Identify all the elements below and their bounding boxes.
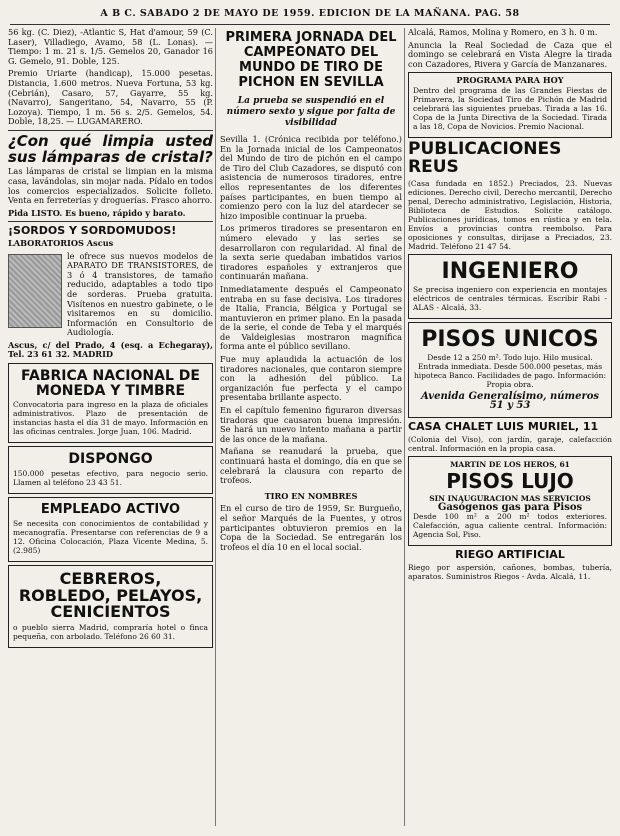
hearing-ad-address: Ascus, c/ del Prado, 4 (esq. a Echegaray), Tel. 23 61 32. MADRID [8,339,213,360]
apartments-ad [408,322,612,418]
results-fragment: Anuncia la Real Sociedad de Caza que el domingo se celebrará en Vista Alegre la tirada con Cazadores, Rivera y García de Manzanares. [408,39,612,69]
divider [8,130,213,131]
column-left [8,28,213,828]
irrigation-ad-title: RIEGO ARTIFICIAL [455,548,565,562]
article-paragraph: En el capítulo femenino figuraron diversas tiradoras que causaron buena impresión. Se hará un nuevo intento mañana a partir de las once de la mañana. [220,405,402,444]
irrigation-ad-body: Riego por aspersión, cañones, bombas, tubería, aparatos. Suministros Riegos - Avda. Alcalá, 11. [408,562,612,581]
article-paragraph: Inmediatamente después el Campeonato entraba en su fase decisiva. Los tiradores de Italia, Francia, Bélgica y Portugal se mantuvieron en primer plano. En la pasada de la serie, el conde de Teba y el marqués de Valdeiglesias mostraron magnífica forma ante el público sevillano. [220,283,402,352]
luxury-flats-gas: Gasógenos gas para Pisos [437,501,583,513]
property-wanted-ad [8,565,213,648]
hearing-ad-title: ¡SORDOS Y SORDOMUDOS! [8,224,177,238]
dispongo-ad [8,446,213,494]
hearing-ad-body: le ofrece sus nuevos modelos de APARATO DE TRANSISTORES, de 3 ó 4 transistores, de tamaño reducido, adaptables a todo tipo de sorderas. Prueba gratuita. Visítenos en nuestro gabinete, o le visitaremos en su domicilio. Información en Consultorio de Audiología. [67,250,213,338]
mint-ad [8,363,213,443]
program-body: Dentro del programa de las Grandes Fiestas de Primavera, la Sociedad Tiro de Pichón de Madrid celebrará las siguientes pruebas. Tirada a las 16. Copa de la Junta Directiva de la Sociedad. Tirada a las 18, Copa de Novicios. Premio Nacional. [413,85,607,131]
hearing-aid-image [8,254,62,328]
column-rule [215,28,216,826]
article-paragraph: Los primeros tiradores se presentaron en número elevado y las series se desarrollaron con regularidad. Al final de la sexta serie quedaban imbatidos varios tiradores españoles y extranjeros que continuarán mañana. [220,223,402,282]
program-title: PROGRAMA PARA HOY [456,75,564,86]
engineer-ad-body: Se precisa ingeniero con experiencia en montajes eléctricos de centrales térmicas. Escribir Rabi - ALAS - Alcalá, 33. [413,284,607,312]
column-center [220,28,402,828]
article-subheadline: La prueba se suspendió en el número sexto y sigue por falta de visibilidad [226,96,396,128]
publications-ad-body: (Casa fundada en 1852.) Preciados, 23. Nuevas ediciones. Derecho civil, Derecho mercantil, Derecho penal, Derecho administrativo, Legislación, Historia, Biblioteca de Estudios. Solicite catálogo. Publicaciones jurídicas, tomos en rústica y en tela. Envíos a provincias contra reembolso. Para oposiciones y consultas, diríjase a Preciados, 23. Madrid. Teléfono 21 47 54. [408,178,612,251]
race-results: 56 kg. (C. Diez), -Atlantic S, Hat d'amour, 59 (C. Laser), Villadiego, Avamo, 58 (L. Lonas). — Tiempo: 1 m. 21 s. 1/5. Gemelos 20, Ganador 16 G. Gemelo, 91. Doble, 125. [8,28,213,66]
page-header: A B C. SABADO 2 DE MAYO DE 1959. EDICION DE LA MAÑANA. PAG. 58 [10,8,610,25]
article-headline: PRIMERA JORNADA DEL CAMPEONATO DEL MUNDO DE TIRO DE PICHON EN SEVILLA [225,30,397,90]
dispongo-ad-body: 150.000 pesetas efectivo, para negocio serio. Llamen al teléfono 23 43 51. [13,469,208,488]
employee-ad [8,497,213,562]
mint-ad-title: FABRICA NACIONAL DE MONEDA Y TIMBRE [21,368,200,399]
mint-ad-body: Convocatoria para ingreso en la plaza de oficiales administrativos. Plazo de presentación de instancias hasta el día 31 de mayo. Información en las oficinas centrales. Jorge Juan, 106. Madrid. [13,400,208,437]
hearing-ad-brand: LABORATORIOS Ascus [8,237,114,248]
results-fragment: Alcalá, Ramos, Molina y Romero, en 3 h. 0 m. [408,28,598,37]
article-paragraph: Mañana se reanudará la prueba, que continuará hasta el domingo, día en que se celebrará la clausura con reparto de trofeos. [220,446,402,486]
apartments-ad-title: PISOS UNICOS [421,326,599,352]
program-box [408,72,612,138]
engineer-ad [408,254,612,319]
column-right [408,28,612,828]
engineer-ad-title: INGENIERO [441,258,579,284]
chalet-ad-title: CASA CHALET LUIS MURIEL, 11 [408,420,599,434]
article-paragraph: Fue muy aplaudida la actuación de los tiradores nacionales, que contaron siempre con la adhesión del público. La organización fue perfecta y el campo presentaba brillante aspecto. [220,354,402,403]
property-wanted-body: o pueblo sierra Madrid, compraría hotel o finca pequeña, con arbolado. Teléfono 26 60 31. [13,623,208,642]
lamp-ad-body: Las lámparas de cristal se limpian en la misma casa, lavándolas, sin mojar nada. Pídalo en todos los comercios especializados. Solicite folleto. Venta en ferreterías y droguerías. Frasco ahorro. [8,166,213,206]
section-heading: TIRO EN NOMBRES [264,490,358,501]
employee-ad-title: EMPLEADO ACTIVO [40,502,181,518]
luxury-flats-ad [408,456,612,547]
luxury-flats-title: PISOS LUJO [446,468,574,493]
article-paragraph: En el curso de tiro de 1959, Sr. Burgueño, el señor Marqués de la Fuentes, y otros participantes obtuvieron premios en la Copa de la Sociedad. Se entregarán los trofeos el día 10 en el local social. [220,503,402,552]
apartments-ad-address: Avenida Generalísimo, números 51 y 53 [420,390,600,412]
apartments-ad-body: Desde 12 a 250 m². Todo lujo. Hilo musical. Entrada inmediata. Desde 500.000 pesetas, más hipoteca Banco. Facilidades de pago. Información: Propia obra. [413,352,607,389]
chalet-ad-body: (Colonia del Viso), con jardín, garaje, calefacción central. Información en la propia casa. [408,434,612,453]
luxury-flats-subtitle: SIN INAUGURACION MAS SERVICIOS [429,493,591,503]
luxury-flats-address: MARTIN DE LOS HEROS, 61 [450,459,570,469]
article-paragraph: Sevilla 1. (Crónica recibida por teléfono.) En la Jornada inicial de los Campeonatos del Mundo de tiro de pichón en el campo de Tiro del Club Cazadores, se disputó con asistencia de numerosos tiradores, entre ellos representantes de los diferentes países participantes, en buen tiempo al comienzo pero con la luz del atardecer se hizo imposible continuar la prueba. [220,134,402,221]
dispongo-ad-title: DISPONGO [68,451,153,468]
divider [8,221,213,222]
column-rule [404,28,405,826]
publications-ad-title: PUBLICACIONES REUS [408,138,562,177]
property-wanted-title: CEBREROS, ROBLEDO, PELAYOS, CENICIENTOS [18,568,203,622]
employee-ad-body: Se necesita con conocimientos de contabilidad y mecanografía. Presentarse con referencias de 9 a 12. Oficina Colocación, Plaza Vicente Medina, 5. (2.985) [13,518,208,555]
lamp-ad-title: ¿Con qué limpia usted sus lámparas de cristal? [8,131,213,166]
race-results: Premio Uriarte (handicap), 15.000 pesetas. Distancia, 1.600 metros. Nueva Fortuna, 53 kg. (Cebrián), Casaro, 57, Gayarre, 55 kg. (Navarro), Sangeritano, 54, Navarro, 55 (P. Lozoya). Tiempo, 1 m. 56 s. 2/5. Gemelos, 54. Doble, 18,25. — LUGAMARERO. [8,68,213,127]
luxury-flats-body: Desde 100 m² a 200 m² todos exteriores. Calefacción, agua caliente central. Información: Agencia Sol, Piso. [413,512,607,540]
lamp-ad-tagline: Pida LISTO. Es bueno, rápido y barato. [8,207,186,218]
